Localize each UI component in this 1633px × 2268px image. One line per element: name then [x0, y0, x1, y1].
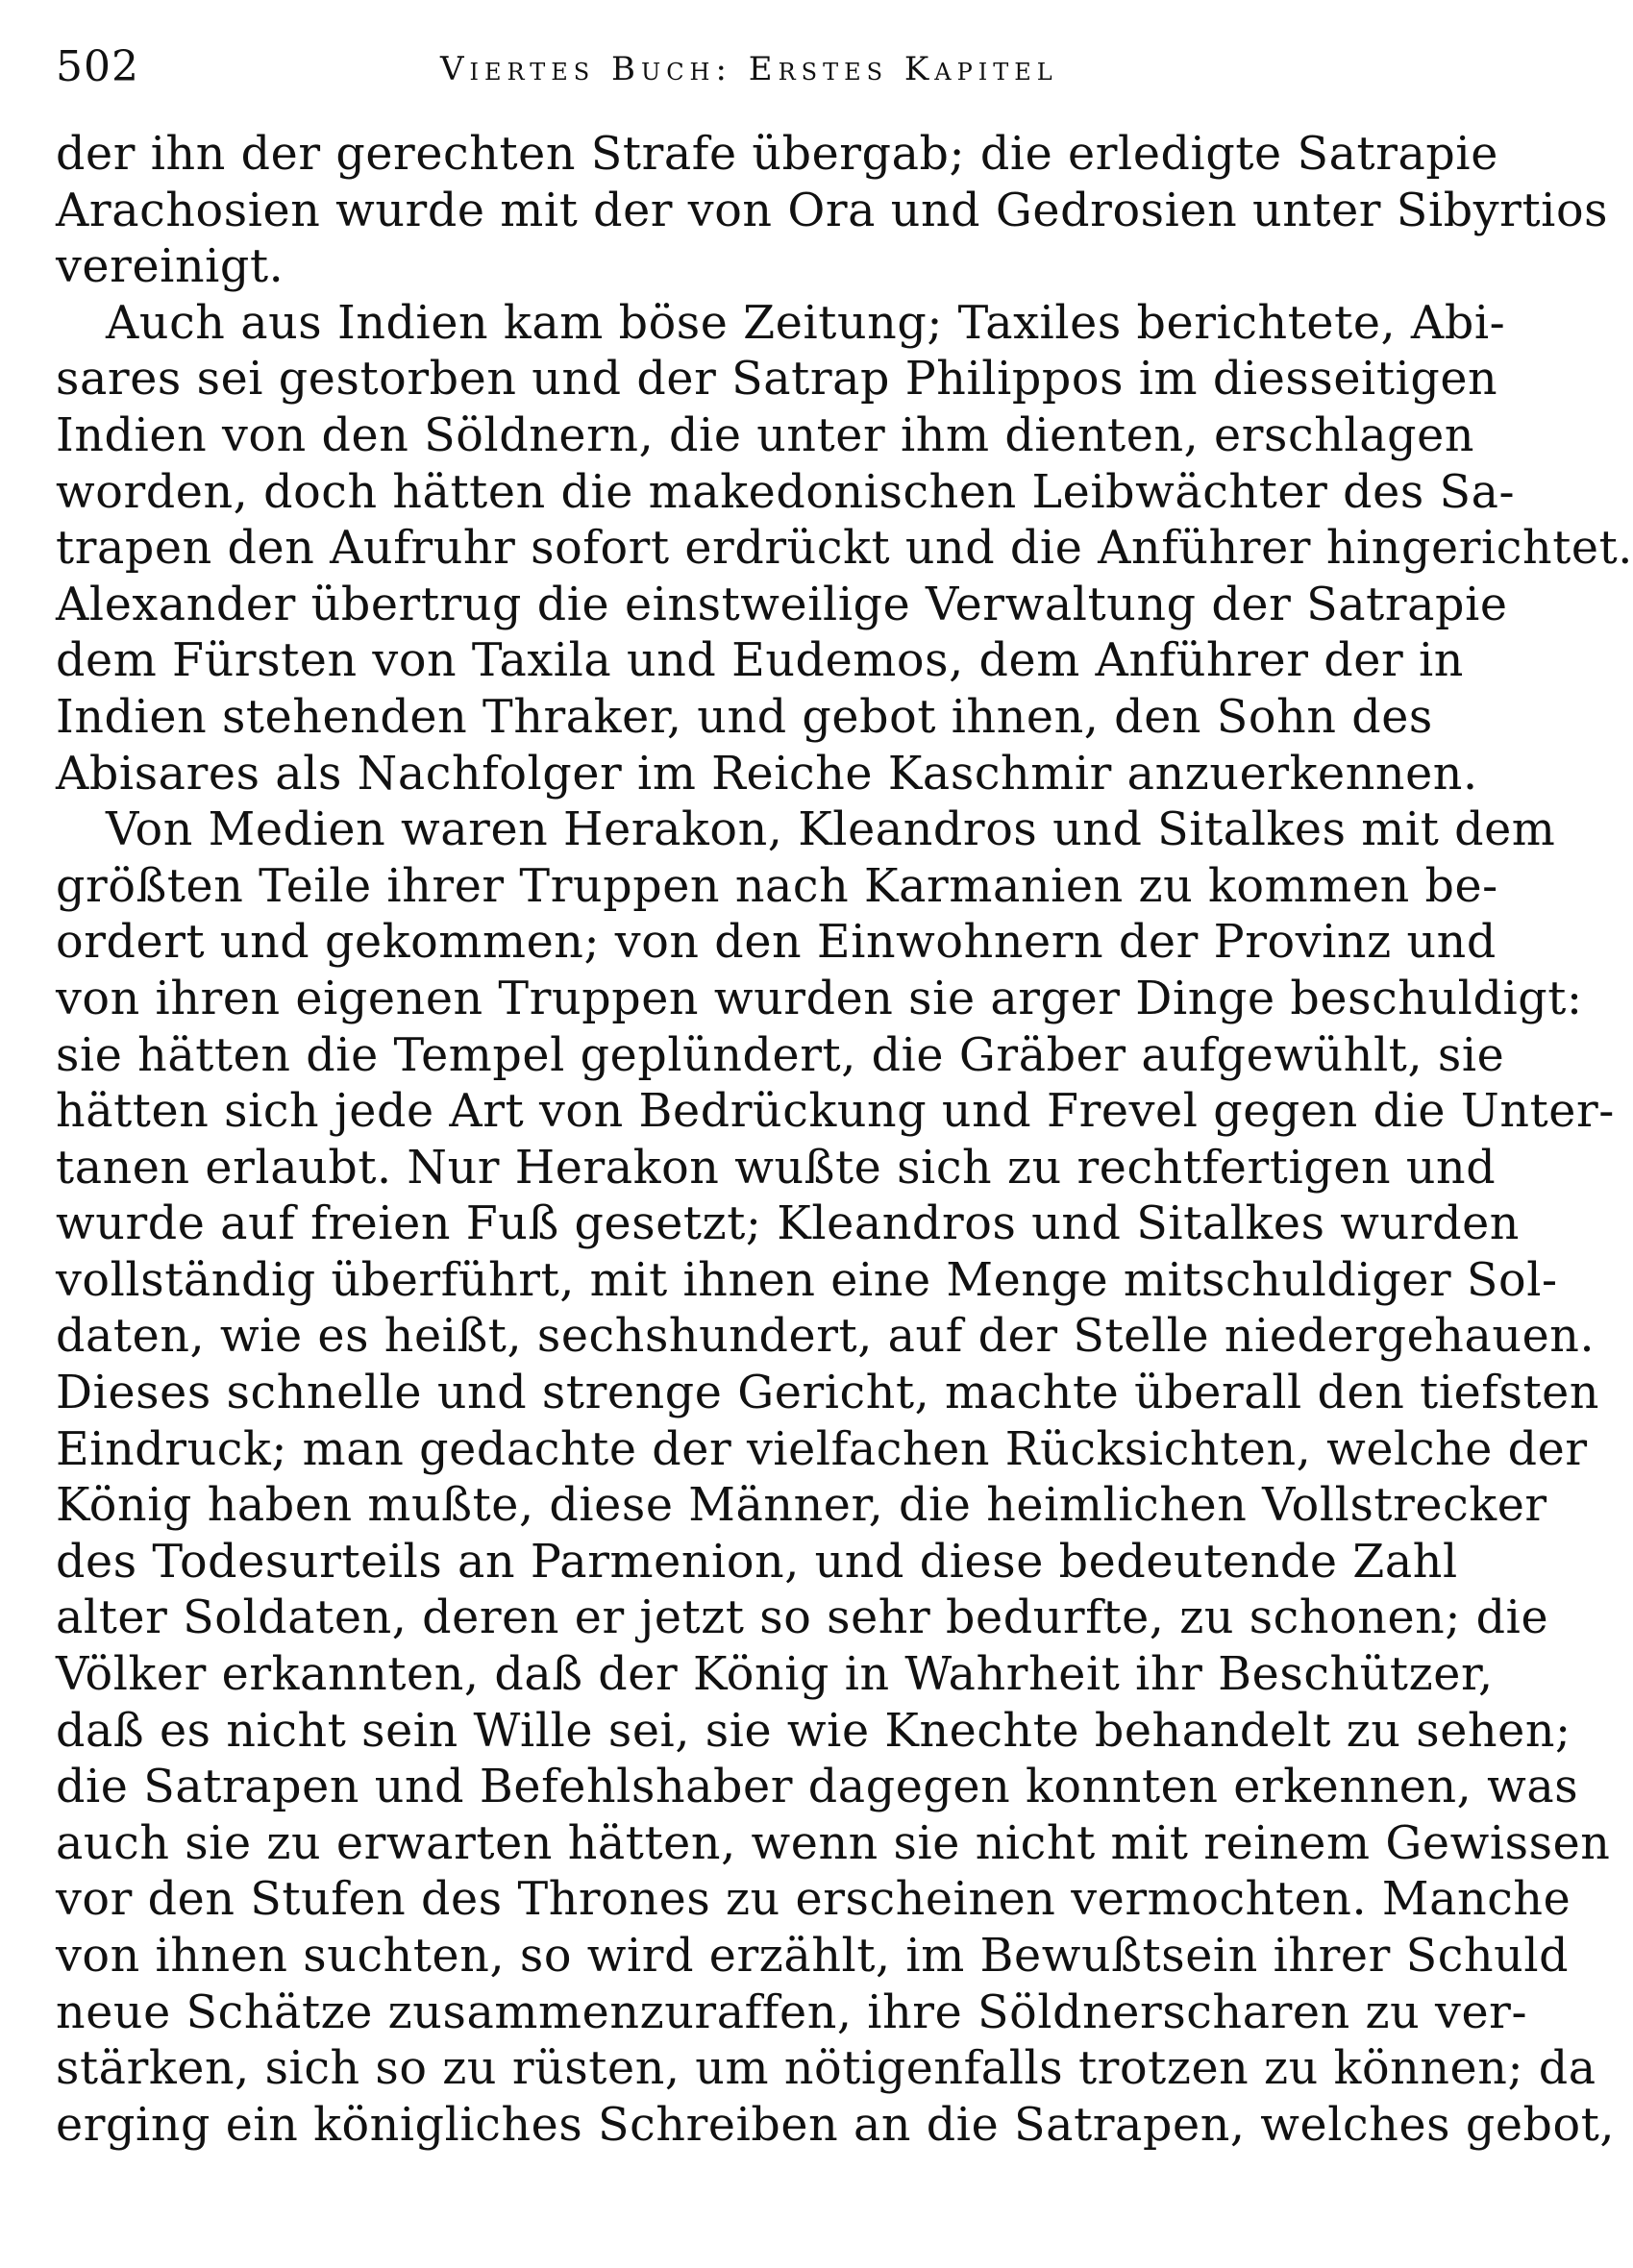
text-line: Abisares als Nachfolger im Reiche Kaschmir anzuerkennen.	[56, 747, 1478, 801]
text-line: der ihn der gerechten Strafe übergab; die erledigte Satrapie	[56, 128, 1498, 181]
text-line: sie hätten die Tempel geplündert, die Gräber aufgewühlt, sie	[56, 1028, 1505, 1082]
text-line: größten Teile ihrer Truppen nach Karmanien zu kommen be-	[56, 859, 1498, 913]
text-line: von ihnen suchten, so wird erzählt, im Bewußtsein ihrer Schuld	[56, 1930, 1570, 1983]
text-line: alter Soldaten, deren er jetzt so sehr bedurfte, zu schonen; die	[56, 1591, 1549, 1645]
text-line: daten, wie es heißt, sechshundert, auf der Stelle niedergehauen.	[56, 1310, 1596, 1364]
text-line: Völker erkannten, daß der König in Wahrheit ihr Beschützer,	[56, 1648, 1494, 1702]
text-line: erging ein königliches Schreiben an die Satrapen, welches gebot,	[56, 2098, 1616, 2152]
text-line: auch sie zu erwarten hätten, wenn sie nicht mit reinem Gewissen	[56, 1816, 1611, 1870]
text-line: Auch aus Indien kam böse Zeitung; Taxiles berichtete, Abi-	[106, 296, 1506, 350]
text-line: wurde auf freien Fuß gesetzt; Kleandros und Sitalkes wurden	[56, 1197, 1520, 1251]
text-line: Dieses schnelle und strenge Gericht, machte überall den tiefsten	[56, 1367, 1600, 1420]
page-header	[56, 38, 1286, 96]
text-line: Indien von den Söldnern, die unter ihm dienten, erschlagen	[56, 408, 1475, 462]
text-line: Indien stehenden Thraker, und gebot ihnen, den Sohn des	[56, 690, 1433, 744]
text-line: ordert und gekommen; von den Einwohnern der Provinz und	[56, 916, 1497, 970]
text-line: neue Schätze zusammenzuraffen, ihre Söldnerscharen zu ver-	[56, 1985, 1528, 2039]
text-line: stärken, sich so zu rüsten, um nötigenfalls trotzen zu können; da	[56, 2042, 1596, 2096]
text-line: dem Fürsten von Taxila und Eudemos, dem Anführer der in	[56, 634, 1464, 688]
text-line: hätten sich jede Art von Bedrückung und Frevel gegen die Unter-	[56, 1085, 1615, 1139]
text-line: von ihren eigenen Truppen wurden sie arger Dinge beschuldigt:	[56, 972, 1583, 1025]
text-line: daß es nicht sein Wille sei, sie wie Knechte behandelt zu sehen;	[56, 1704, 1571, 1758]
text-line: Alexander übertrug die einstweilige Verwaltung der Satrapie	[56, 578, 1508, 631]
text-line: Eindruck; man gedachte der vielfachen Rücksichten, welche der	[56, 1422, 1588, 1476]
text-line: trapen den Aufruhr sofort erdrückt und die Anführer hingerichtet.	[56, 522, 1633, 576]
text-line: vereinigt.	[56, 240, 285, 294]
text-line: König haben mußte, diese Männer, die heimlichen Vollstrecker	[56, 1479, 1547, 1533]
text-line: vollständig überführt, mit ihnen eine Menge mitschuldiger Sol-	[56, 1253, 1558, 1307]
text-line: vor den Stufen des Thrones zu erscheinen vermochten. Manche	[56, 1873, 1571, 1927]
text-line: Von Medien waren Herakon, Kleandros und Sitalkes mit dem	[106, 803, 1556, 857]
text-line: die Satrapen und Befehlshaber dagegen konnten erkennen, was	[56, 1761, 1579, 1814]
text-line: sares sei gestorben und der Satrap Philippos im diesseitigen	[56, 353, 1498, 407]
text-line: tanen erlaubt. Nur Herakon wußte sich zu rechtfertigen und	[56, 1141, 1497, 1195]
body-text	[56, 127, 1633, 2154]
text-line: worden, doch hätten die makedonischen Leibwächter des Sa-	[56, 465, 1516, 519]
text-line: Arachosien wurde mit der von Ora und Gedrosien unter Sibyrtios	[56, 184, 1609, 237]
text-line: des Todesurteils an Parmenion, und diese bedeutende Zahl	[56, 1535, 1458, 1589]
running-head: Viertes Buch: Erstes Kapitel	[440, 50, 1058, 88]
page-number: 502	[56, 42, 139, 91]
